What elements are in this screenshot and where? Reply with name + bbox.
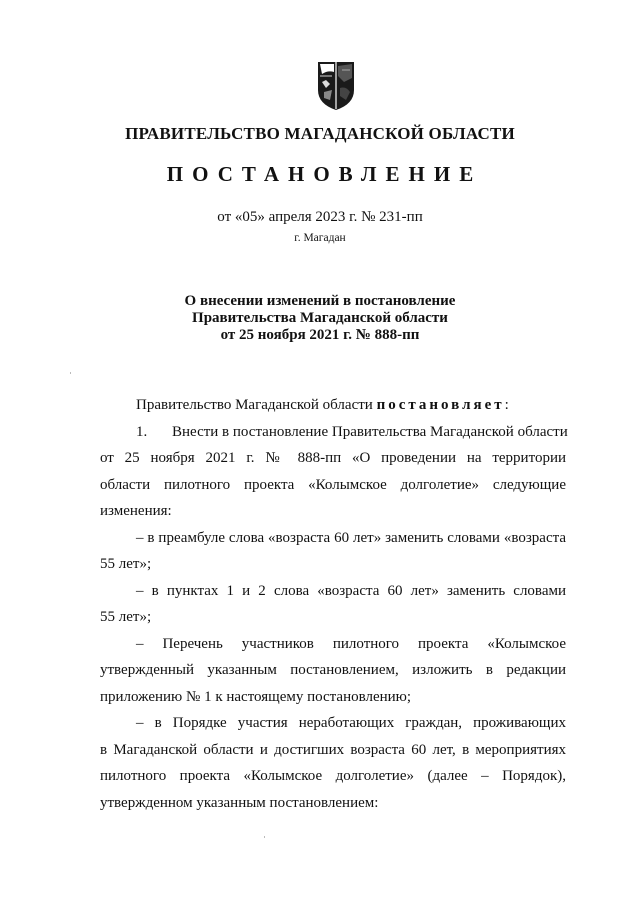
document-body (100, 392, 566, 816)
bullet-1-line: 55 лет»; (100, 556, 152, 572)
government-title: ПРАВИТЕЛЬСТВО МАГАДАНСКОЙ ОБЛАСТИ (125, 124, 515, 143)
bullet-4-line: в Магаданской области и достигших возраста 60 лет, в мероприятиях (100, 741, 566, 758)
item-1-first-line (100, 419, 566, 446)
subject-line: от 25 ноября 2021 г. № 888-пп (220, 327, 420, 343)
item-1-line: от 25 ноября 2021 г. № 888-пп «О проведении на территории (100, 450, 566, 466)
subject-line: Правительства Магаданской области (192, 310, 448, 326)
bullet-2-line: – в пунктах 1 и 2 слова «возраста 60 лет» заменить словами (136, 582, 566, 599)
preamble-paragraph (100, 392, 566, 419)
scan-speck (264, 836, 265, 838)
bullet-4-line: пилотного проекта «Колымское долголетие» (далее – Порядок), (100, 768, 566, 784)
bullet-3-line: – Перечень участников пилотного проекта «Колымское (136, 635, 566, 652)
document-city: г. Магадан (294, 232, 346, 244)
scan-speck (70, 372, 71, 374)
preamble-text: Правительство Магаданской области (136, 397, 373, 413)
item-1-text: Внести в постановление Правительства Магаданской области (172, 423, 568, 440)
document-date-number: от «05» апреля 2023 г. № 231-пп (217, 209, 423, 225)
bullet-4-line: утвержденном указанным постановлением: (100, 794, 379, 811)
bullet-2-line: 55 лет»; (100, 609, 152, 625)
bullet-3-line: утвержденный указанным постановлением, изложить в редакции (100, 662, 566, 678)
bullet-4-line: – в Порядке участия неработающих граждан, проживающих (136, 715, 566, 731)
document-type: ПОСТАНОВЛЕНИЕ (166, 162, 483, 186)
bullet-3-line: приложению № 1 к настоящему постановлению; (100, 688, 412, 705)
item-1-line: области пилотного проекта «Колымское долголетие» следующие (100, 476, 566, 493)
preamble-colon: : (504, 397, 509, 413)
preamble-decree-word: постановляет (376, 397, 505, 413)
bullet-1-line: – в преамбуле слова «возраста 60 лет» заменить словами «возраста (136, 529, 566, 546)
document-subject (0, 293, 640, 344)
item-1-line: изменения: (100, 503, 172, 519)
magadan-coat-of-arms-icon (316, 60, 356, 112)
item-1-number: 1. (136, 423, 148, 440)
subject-line: О внесении изменений в постановление (184, 293, 456, 309)
